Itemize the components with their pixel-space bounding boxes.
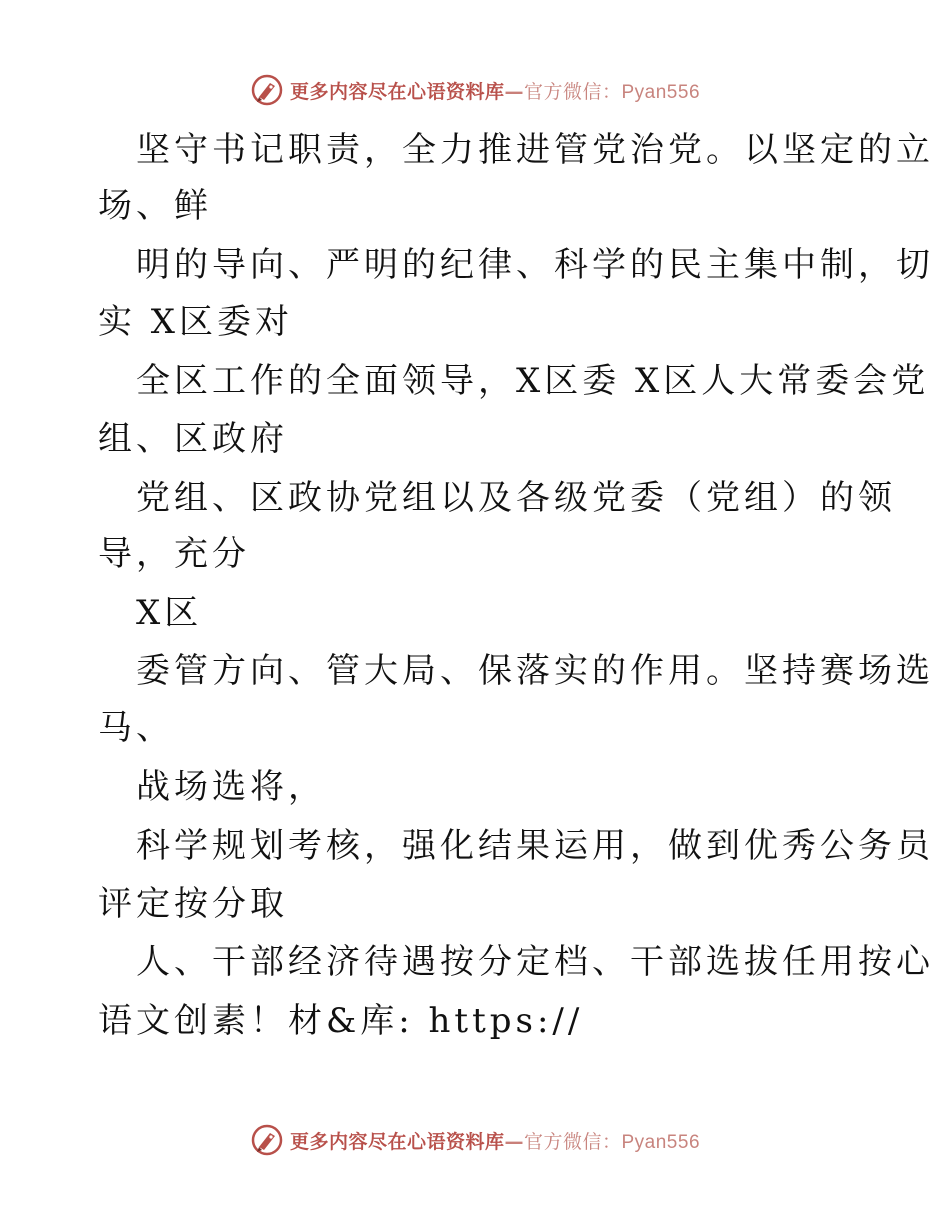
body-line: 导，充分 xyxy=(98,534,250,574)
banner-wechat-id: Pyan556 xyxy=(621,1131,701,1153)
pen-nib-logo-icon xyxy=(250,1123,284,1157)
footer-banner xyxy=(0,1120,950,1160)
body-line: 人、干部经济待遇按分定档、干部选拔任用按心 xyxy=(136,942,934,982)
body-line: 马、 xyxy=(98,708,174,748)
body-line: 明的导向、严明的纪律、科学的民主集中制，切 xyxy=(136,245,934,285)
body-line: 战场选将， xyxy=(136,767,326,807)
body-line: 场、鲜 xyxy=(98,186,212,226)
body-line: 组、区政府 xyxy=(98,419,288,459)
body-line: 全区工作的全面领导，X区委 X区人大常委会党 xyxy=(136,361,930,401)
banner-dash: — xyxy=(504,80,524,103)
body-line: X区 xyxy=(136,593,203,633)
body-line: 语文创素！材&库: https:// xyxy=(98,1001,584,1041)
body-line: 评定按分取 xyxy=(98,884,288,924)
footer-banner-text xyxy=(290,1127,700,1154)
body-line: 委管方向、管大局、保落实的作用。坚持赛场选 xyxy=(136,651,934,691)
banner-sub-text: 官方微信： xyxy=(523,80,622,103)
body-line: 坚守书记职责，全力推进管党治党。以坚定的立 xyxy=(136,130,934,170)
header-banner xyxy=(0,70,950,110)
banner-main-text: 更多内容尽在心语资料库 xyxy=(289,80,505,103)
body-line: 党组、区政协党组以及各级党委（党组）的领 xyxy=(136,478,896,518)
body-line: 科学规划考核，强化结果运用，做到优秀公务员 xyxy=(136,826,934,866)
body-line: 实 X区委对 xyxy=(98,302,294,342)
banner-sub-text: 官方微信： xyxy=(523,1130,622,1153)
pen-nib-logo-icon xyxy=(250,73,284,107)
banner-wechat-id: Pyan556 xyxy=(621,81,701,103)
header-banner-text xyxy=(290,77,700,104)
banner-dash: — xyxy=(504,1130,524,1153)
banner-main-text: 更多内容尽在心语资料库 xyxy=(289,1130,505,1153)
